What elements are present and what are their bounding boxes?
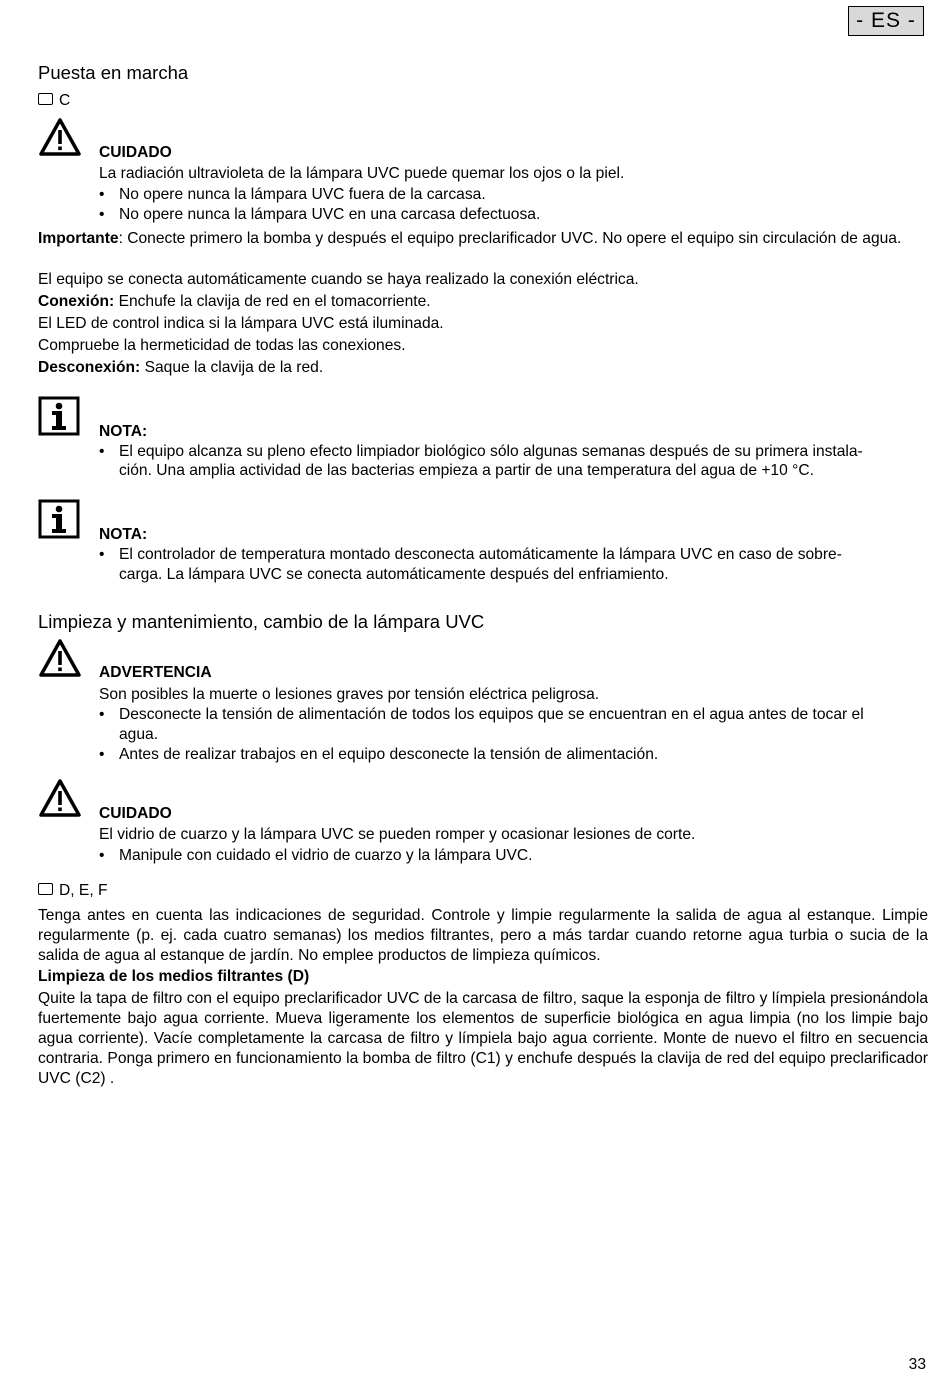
important-paragraph: Importante: Conecte primero la bomba y después el equipo preclarificador UVC. No opere el equipo sin circulación de agua. [38, 230, 902, 247]
figure-box-icon [38, 93, 53, 105]
check-text: Compruebe la hermeticidad de todas las conexiones. [38, 337, 406, 354]
note-2-label: NOTA: [99, 526, 148, 543]
section-title-startup: Puesta en marcha [38, 62, 189, 83]
page-number: 33 [908, 1356, 926, 1373]
figure-ref-def: D, E, F [38, 881, 108, 901]
safety-paragraph: Tenga antes en cuenta las indicaciones de seguridad. Controle y limpie regularmente la salida de agua al estanque. Limpie regularmente (p. ej. cada cuatro semanas) los medios filtrantes, pero a más tardar cuando retorne agua turbia o sucia de la salida de agua al estanque de jardín. No emplee productos de limpieza químicos. [38, 907, 928, 964]
warning-text: Son posibles la muerte o lesiones graves por tensión eléctrica peligrosa. [99, 686, 600, 703]
filter-cleaning-subheading: Limpieza de los medios filtrantes (D) [38, 968, 310, 985]
caution-2-label: CUIDADO [99, 805, 172, 822]
disconnect-line: Desconexión: Saque la clavija de la red. [38, 359, 324, 376]
led-text: El LED de control indica si la lámpara UVC está iluminada. [38, 315, 444, 332]
caution-label: CUIDADO [99, 144, 172, 161]
note-1-label: NOTA: [99, 423, 148, 440]
info-icon [38, 396, 80, 436]
warning-bullet-1-cont: agua. [119, 726, 159, 743]
warning-triangle-icon [38, 117, 82, 157]
warning-label: ADVERTENCIA [99, 664, 212, 681]
info-icon [38, 499, 80, 539]
auto-connect-text: El equipo se conecta automáticamente cuando se haya realizado la conexión eléctrica. [38, 271, 639, 288]
note-1-bullet-cont: ción. Una amplia actividad de las bacterias empieza a partir de una temperatura del agua de +10 °C. [119, 462, 814, 479]
note-2-bullet-cont: carga. La lámpara UVC se conecta automáticamente después del enfriamiento. [119, 566, 669, 583]
caution-2-text: El vidrio de cuarzo y la lámpara UVC se pueden romper y ocasionar lesiones de corte. [99, 826, 696, 843]
figure-box-icon [38, 883, 53, 895]
section-title-maintenance: Limpieza y mantenimiento, cambio de la lámpara UVC [38, 611, 485, 632]
filter-cleaning-paragraph: Quite la tapa de filtro con el equipo preclarificador UVC de la carcasa de filtro, saque la esponja de filtro y límpiela presionándola fuertemente bajo agua corriente. Mueva ligeramente los elementos de superficie biológica en agua limpia (no los limpie bajo agua corriente). Vacíe completamente la carcasa de filtro y límpiela bajo agua corriente. Monte de nuevo el filtro en secuencia contraria. Ponga primero en funcionamiento la bomba de filtro (C1) y enchufe después la clavija de red del equipo preclarificador UVC (C2) . [38, 990, 928, 1087]
caution-text: La radiación ultravioleta de la lámpara UVC puede quemar los ojos o la piel. [99, 165, 625, 182]
warning-triangle-icon [38, 778, 82, 818]
figure-ref-c: C [38, 91, 70, 111]
connect-line: Conexión: Enchufe la clavija de red en el tomacorriente. [38, 293, 431, 310]
language-tab: - ES - [848, 6, 924, 36]
warning-triangle-icon [38, 638, 82, 678]
